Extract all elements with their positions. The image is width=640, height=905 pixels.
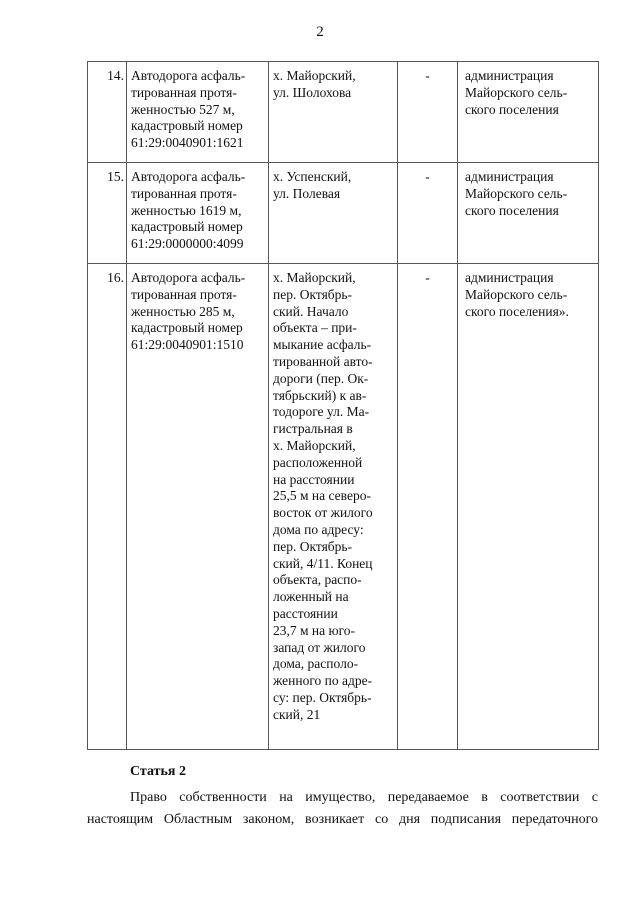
table-row <box>88 264 599 750</box>
text-line: тированная протя- <box>131 185 237 201</box>
text-line: кадастровый номер <box>131 219 243 235</box>
text-line: ского поселения <box>465 101 559 117</box>
text-line: пер. Октябрь- <box>273 286 353 302</box>
text-line: 61:29:0040901:1510 <box>131 337 244 353</box>
text-line: Автодорога асфаль- <box>131 68 246 83</box>
text-line: Майорского сель- <box>465 84 568 100</box>
dash-cell: - <box>398 163 458 264</box>
text-line: тодороге ул. Ма- <box>273 404 370 420</box>
page-number: 2 <box>316 24 324 40</box>
table-row <box>88 62 599 163</box>
text-line: администрация <box>465 270 554 285</box>
row-number: 15. <box>88 163 127 264</box>
property-table <box>87 61 599 750</box>
text-line: ул. Полевая <box>273 185 341 201</box>
text-line: 61:29:0000000:4099 <box>131 236 244 252</box>
text-line: дороги (пер. Ок- <box>273 370 369 386</box>
text-line: восток от жилого <box>273 505 373 521</box>
text-line: ского поселения <box>465 202 559 218</box>
text-line: объекта, распо- <box>273 572 362 588</box>
text-line: тированная протя- <box>131 84 237 100</box>
text-line: администрация <box>465 68 554 83</box>
text-line: Майорского сель- <box>465 185 568 201</box>
text-line: ложенный на <box>273 589 349 605</box>
text-line: дома, располо- <box>273 656 359 672</box>
text-line: женного по адре- <box>273 673 373 689</box>
table-row <box>88 163 599 264</box>
text-line: ского поселения». <box>465 303 569 319</box>
text-line: тированной авто- <box>273 353 373 369</box>
recipient-organization <box>458 264 599 750</box>
recipient-organization <box>458 163 599 264</box>
text-line: Автодорога асфаль- <box>131 270 246 285</box>
object-address <box>269 62 398 163</box>
text-line: объекта – при- <box>273 320 357 336</box>
text-line: кадастровый номер <box>131 118 243 134</box>
text-line: запад от жилого <box>273 639 366 655</box>
dash-cell: - <box>398 264 458 750</box>
text-line: женностью 527 м, <box>131 101 235 117</box>
text-line: ул. Шолохова <box>273 84 352 100</box>
text-line: дома по адресу: <box>273 521 364 537</box>
text-line: х. Майорский, <box>273 437 356 453</box>
article-paragraph <box>87 787 598 831</box>
object-address <box>269 264 398 750</box>
text-line: Автодорога асфаль- <box>131 169 246 184</box>
row-number: 16. <box>88 264 127 750</box>
text-line: расположенной <box>273 454 363 470</box>
text-line: 25,5 м на северо- <box>273 488 371 504</box>
recipient-organization <box>458 62 599 163</box>
text-line: кадастровый номер <box>131 320 243 336</box>
text-line: гистральная в <box>273 421 353 437</box>
object-description <box>127 163 269 264</box>
text-line: женностью 1619 м, <box>131 202 242 218</box>
text-line: мыкание асфаль- <box>273 337 372 353</box>
text-line: х. Майорский, <box>273 68 356 83</box>
paragraph-line: Право собственности на имущество, передаваемое в соответствии с <box>130 790 598 805</box>
text-line: пер. Октябрь- <box>273 538 353 554</box>
text-line: ский. Начало <box>273 303 349 319</box>
text-line: х. Успенский, <box>273 169 352 184</box>
row-number: 14. <box>88 62 127 163</box>
object-address <box>269 163 398 264</box>
text-line: ский, 21 <box>273 706 321 722</box>
text-line: администрация <box>465 169 554 184</box>
text-line: 23,7 м на юго- <box>273 622 356 638</box>
text-line: тябрьский) к ав- <box>273 387 367 403</box>
dash-cell: - <box>398 62 458 163</box>
text-line: 61:29:0040901:1621 <box>131 135 244 151</box>
text-line: тированная протя- <box>131 286 237 302</box>
text-line: на расстоянии <box>273 471 355 487</box>
object-description <box>127 264 269 750</box>
object-description <box>127 62 269 163</box>
text-line: Майорского сель- <box>465 286 568 302</box>
article-heading: Статья 2 <box>130 764 186 779</box>
text-line: женностью 285 м, <box>131 303 235 319</box>
text-line: х. Майорский, <box>273 270 356 285</box>
text-line: ский, 4/11. Конец <box>273 555 373 571</box>
paragraph-line: настоящим Областным законом, возникает со дня подписания передаточного <box>87 812 598 827</box>
text-line: расстоянии <box>273 605 338 621</box>
text-line: су: пер. Октябрь- <box>273 689 372 705</box>
